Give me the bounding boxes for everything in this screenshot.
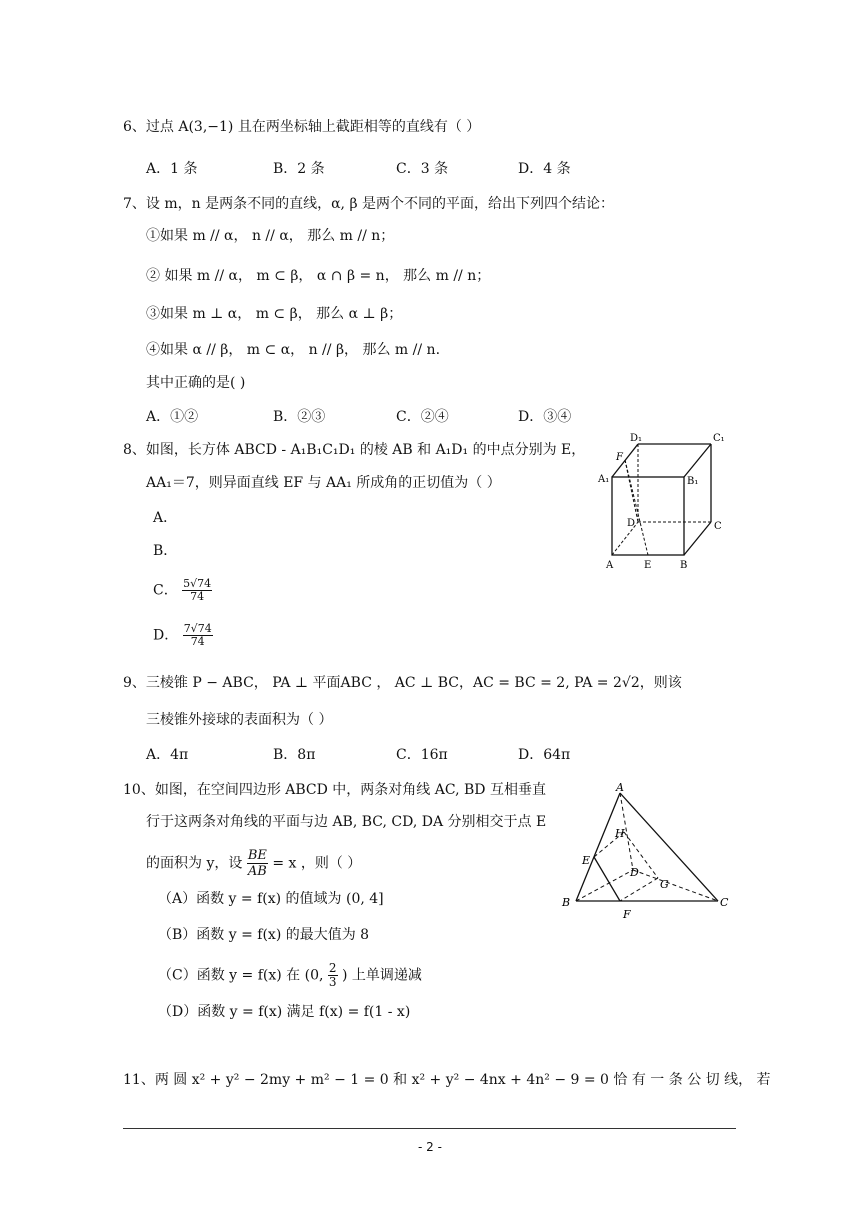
q10-tetrahedron-figure [558, 780, 738, 925]
q7-stem: 7、设 m，n 是两条不同的直线，α, β 是两个不同的平面，给出下列四个结论： [123, 196, 614, 212]
q8-option-c-fraction: $\frac{5√74}{74}$ [183, 577, 212, 603]
label-a: A [606, 560, 614, 571]
q10-option-b: （B）函数 y = f(x) 的最大值为 8 [158, 927, 370, 943]
q8-stem-2: AA₁＝7，则异面直线 EF 与 AA₁ 所成角的正切值为（ ） [146, 475, 501, 491]
q10-option-a: （A）函数 y = f(x) 的值域为 (0, 4] [158, 891, 384, 907]
q9-stem-2: 三棱锥外接球的表面积为（ ） [146, 712, 333, 728]
q7-statement-1: ①如果 m // α， n // α， 那么 m // n； [146, 228, 395, 244]
q10-fraction-be-ab: $\frac{BE}{AB}$ [247, 848, 267, 879]
label-e: E [644, 560, 652, 571]
label-a: A [616, 781, 624, 794]
label-e: E [582, 854, 591, 867]
q10-stem-2: 行于这两条对角线的平面与边 AB, BC, CD, DA 分别相交于点 E [146, 814, 547, 830]
label-d1: D₁ [630, 433, 643, 444]
q7-option-b: B．②③ [273, 409, 326, 425]
q7-statement-4: ④如果 α // β， m ⊂ α， n // β， 那么 m // n. [146, 342, 441, 358]
q8-stem-1: 8、如图，长方体 ABCD - A₁B₁C₁D₁ 的棱 AB 和 A₁D₁ 的中点分别为 E， [123, 442, 586, 458]
q10-option-c: （C）函数 y = f(x) 在 (0, $\frac{2}{3}$ ) 上单调递减 [158, 961, 422, 989]
label-d: D [627, 518, 636, 529]
q7-option-c: C．②④ [396, 409, 449, 425]
label-b1: B₁ [687, 476, 699, 487]
label-g: G [660, 878, 669, 891]
label-c: C [714, 521, 722, 532]
label-f: F [616, 452, 623, 463]
q8-option-c: C． $\frac{5√74}{74}$ [153, 577, 212, 603]
q10-option-d: （D）函数 y = f(x) 满足 f(x) = f(1 - x) [158, 1004, 411, 1020]
q8-option-b: B． [153, 543, 178, 559]
q6-option-a: A．1 条 [146, 161, 198, 177]
q11-stem: 11、两 圆 x² + y² − 2my + m² − 1 = 0 和 x² + y² − 4nx + 4n² − 9 = 0 恰 有 一 条 公 切 线， 若 [123, 1072, 771, 1088]
label-b: B [562, 896, 571, 909]
q6-option-c: C．3 条 [396, 161, 449, 177]
front-face [612, 477, 684, 555]
q9-option-c: C．16π [396, 747, 448, 763]
footer-rule [123, 1128, 736, 1129]
page-number: - 2 - [418, 1140, 442, 1154]
q8-option-d: D． $\frac{7√74}{74}$ [153, 622, 212, 648]
label-b: B [680, 560, 688, 571]
q6-stem: 6、过点 A(3,−1) 且在两坐标轴上截距相等的直线有（ ） [123, 119, 481, 135]
q10-stem-1: 10、如图，在空间四边形 ABCD 中，两条对角线 AC, BD 互相垂直 [123, 782, 546, 798]
q9-option-d: D．64π [518, 747, 571, 763]
q7-option-d: D．③④ [518, 409, 572, 425]
q8-cuboid-figure [590, 430, 735, 575]
q6-option-b: B．2 条 [273, 161, 325, 177]
q9-option-b: B．8π [273, 747, 316, 763]
q7-ask: 其中正确的是( ) [146, 375, 246, 391]
q8-option-d-fraction: $\frac{7√74}{74}$ [183, 622, 212, 648]
q6-option-d: D．4 条 [518, 161, 571, 177]
q8-option-a: A． [153, 510, 178, 526]
q7-statement-3: ③如果 m ⊥ α， m ⊂ β， 那么 α ⊥ β； [146, 306, 403, 322]
label-a1: A₁ [598, 474, 610, 485]
label-c: C [720, 896, 729, 909]
q7-option-a: A．①② [146, 409, 199, 425]
q10-stem-3: 的面积为 y，设 $\frac{BE}{AB}$ = x ，则（ ） [146, 848, 362, 879]
q7-statement-2: ② 如果 m // α， m ⊂ β， α ∩ β = n， 那么 m // n； [146, 268, 491, 284]
q9-stem-1: 9、三棱锥 P − ABC， PA ⊥ 平面ABC ， AC ⊥ BC，AC = BC = 2, PA = 2√2，则该 [123, 675, 682, 691]
q9-option-a: A．4π [146, 747, 189, 763]
label-c1: C₁ [713, 433, 725, 444]
label-f: F [623, 908, 631, 921]
label-h: H [615, 827, 625, 840]
label-d: D [630, 866, 639, 879]
q10-option-c-fraction: $\frac{2}{3}$ [328, 961, 337, 989]
